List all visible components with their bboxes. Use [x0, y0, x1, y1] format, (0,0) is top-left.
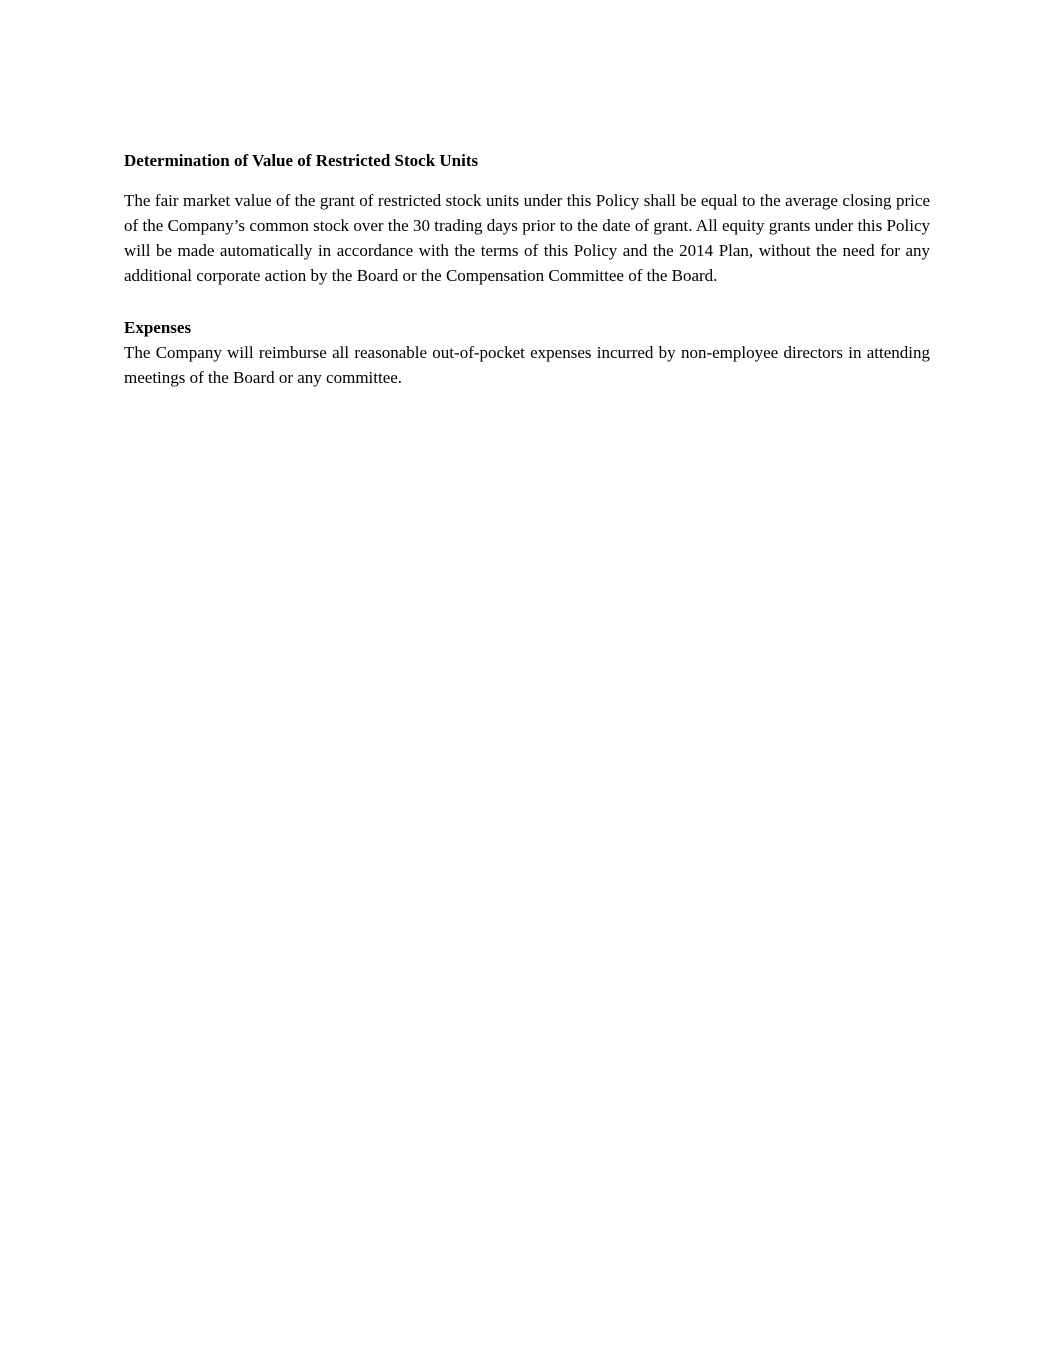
section-heading: Determination of Value of Restricted Stock Units [124, 151, 479, 170]
section-expenses [124, 315, 930, 390]
section-paragraph: The fair market value of the grant of restricted stock units under this Policy shall be equal to the average closing price of the Company’s common stock over the 30 trading days prior to the date of grant. All equity grants under this Policy will be made automatically in accordance with the terms of this Policy and the 2014 Plan, without the need for any additional corporate action by the Board or the Compensation Committee of the Board. [124, 191, 930, 285]
document-content [124, 148, 930, 390]
section-restricted-stock-units [124, 148, 930, 288]
section-heading: Expenses [124, 318, 192, 337]
section-paragraph: The Company will reimburse all reasonable out-of-pocket expenses incurred by non-employee directors in attending meetings of the Board or any committee. [124, 343, 930, 387]
